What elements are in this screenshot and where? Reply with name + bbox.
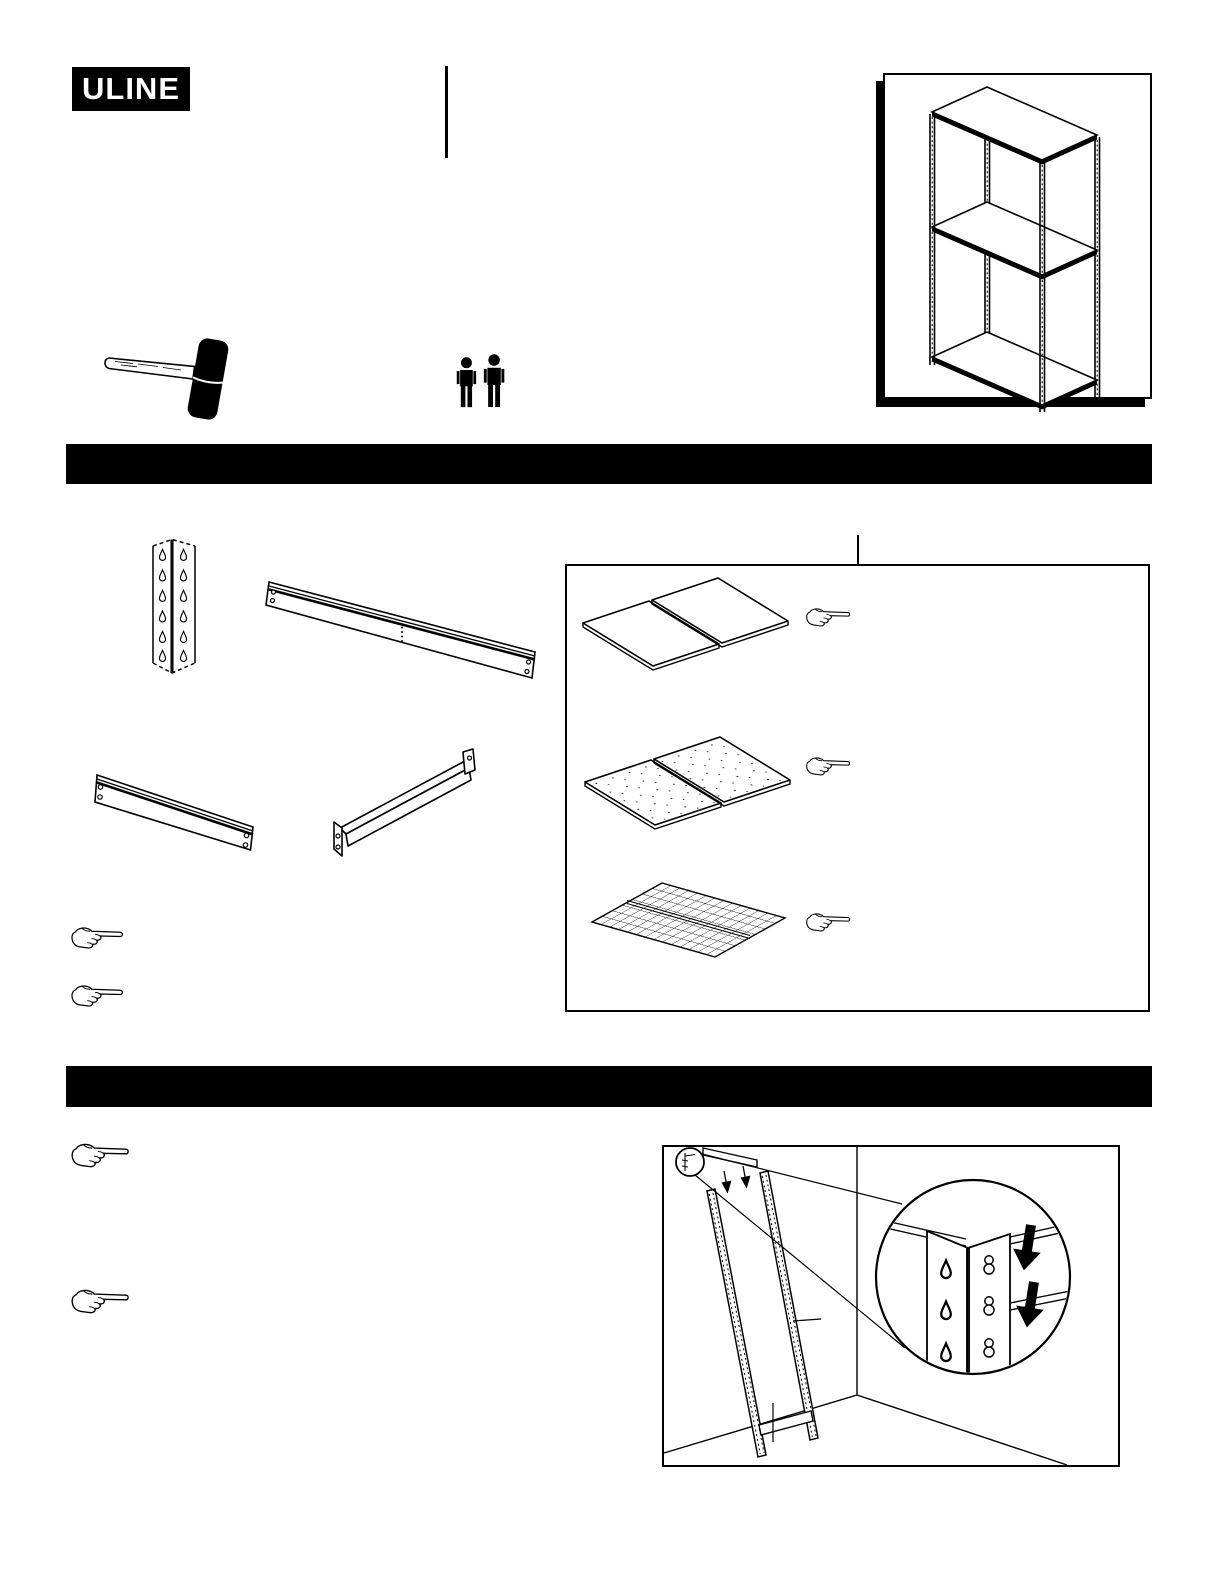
part-long-beam-illustration: [265, 576, 541, 684]
pointing-hand-icon: [70, 1286, 130, 1316]
wall-beam: [703, 1148, 757, 1192]
leader-line: [857, 535, 859, 564]
pointing-hand-icon: [805, 753, 851, 779]
section-header-bar-parts: [66, 444, 1152, 484]
section-header-bar-assembly: [66, 1066, 1152, 1107]
particle-board-shelves-illustration: [580, 733, 794, 835]
wire-mesh-deck-illustration: [588, 879, 794, 977]
rubber-mallet-icon: [103, 333, 227, 425]
part-angle-post-illustration: [150, 536, 197, 678]
leaning-posts: [707, 1171, 821, 1457]
pointing-hand-icon: [805, 909, 851, 935]
part-side-beam-illustration: [94, 772, 258, 854]
pointing-hand-icon: [70, 982, 124, 1009]
solid-shelf-panels-illustration: [578, 574, 792, 676]
shelves: [932, 87, 1097, 410]
masthead-divider: [445, 66, 448, 158]
pointing-hand-icon: [805, 604, 851, 630]
detail-callout: [676, 1148, 1070, 1385]
assembly-diagram: [662, 1145, 1120, 1467]
part-cross-support-illustration: [330, 748, 480, 860]
person-icon: [457, 357, 476, 407]
assembled-shelving-unit-illustration: [880, 70, 1170, 430]
pointing-hand-icon: [70, 924, 124, 951]
two-person-lift-icon: [452, 350, 510, 410]
pointing-hand-icon: [70, 1140, 130, 1170]
person-icon: [484, 354, 504, 407]
mallet-head: [186, 337, 229, 421]
uline-logo: ULINE: [72, 67, 190, 111]
